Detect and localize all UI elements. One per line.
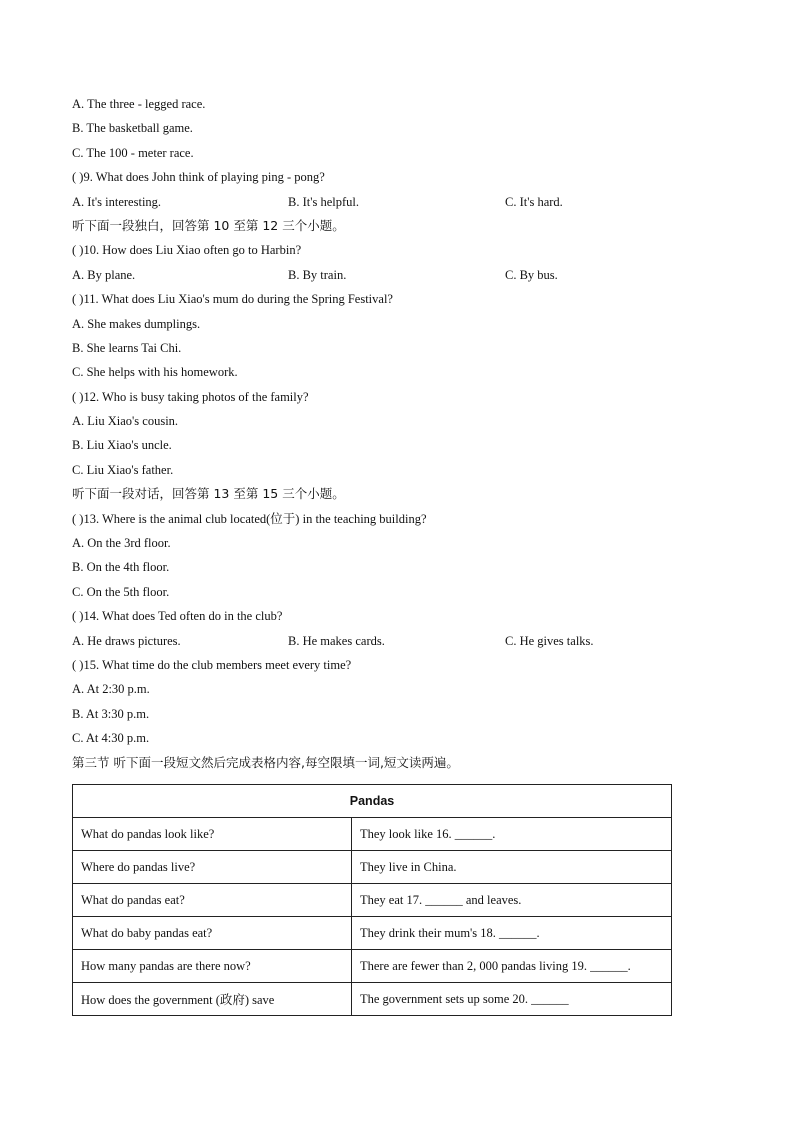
option-line: A. On the 3rd floor. bbox=[72, 536, 171, 551]
table-answer-cell: They look like 16. ______. bbox=[352, 818, 672, 851]
table-answer-cell: They eat 17. ______ and leaves. bbox=[352, 884, 672, 917]
options-row-14 bbox=[72, 629, 722, 653]
option-line: B. Liu Xiao's uncle. bbox=[72, 438, 172, 453]
question-list bbox=[72, 92, 722, 775]
section-instruction: 听下面一段独白，回答第 10 至第 12 三个小题。 bbox=[72, 217, 345, 233]
option-line: A. At 2:30 p.m. bbox=[72, 682, 150, 697]
table-question-cell: How does the government (政府) save bbox=[73, 983, 352, 1016]
question-14: ( )14. What does Ted often do in the club? bbox=[72, 609, 283, 624]
table-answer-cell: They live in China. bbox=[352, 851, 672, 884]
option-line: C. At 4:30 p.m. bbox=[72, 731, 150, 746]
table-header-row bbox=[73, 785, 672, 818]
table-row bbox=[73, 917, 672, 950]
question-15: ( )15. What time do the club members meet every time? bbox=[72, 657, 352, 672]
question-12: ( )12. Who is busy taking photos of the family? bbox=[72, 389, 309, 404]
question-9: ( )9. What does John think of playing ping - pong? bbox=[72, 170, 325, 185]
table-question-cell: How many pandas are there now? bbox=[73, 950, 352, 983]
option-b: B. By train. bbox=[288, 267, 347, 282]
option-line: A. She makes dumplings. bbox=[72, 316, 201, 331]
table-question-cell: Where do pandas live? bbox=[73, 851, 352, 884]
option-line: C. She helps with his homework. bbox=[72, 365, 238, 380]
section-instruction: 听下面一段对话，回答第 13 至第 15 三个小题。 bbox=[72, 486, 345, 502]
question-10: ( )10. How does Liu Xiao often go to Harbin? bbox=[72, 243, 302, 258]
table-row bbox=[73, 983, 672, 1016]
option-line: B. At 3:30 p.m. bbox=[72, 706, 150, 721]
table-row bbox=[73, 950, 672, 983]
option-c: C. He gives talks. bbox=[505, 633, 594, 648]
table-question-cell: What do pandas look like? bbox=[73, 818, 352, 851]
table-row bbox=[73, 884, 672, 917]
option-a: A. He draws pictures. bbox=[72, 633, 181, 648]
table-answer-cell: There are fewer than 2, 000 pandas living 19. ______. bbox=[352, 950, 672, 983]
section-instruction: 第三节 听下面一段短文然后完成表格内容,每空限填一词,短文读两遍。 bbox=[72, 754, 459, 770]
option-a: A. By plane. bbox=[72, 267, 136, 282]
option-c: C. By bus. bbox=[505, 267, 558, 282]
pandas-table bbox=[72, 784, 672, 1016]
option-line: C. Liu Xiao's father. bbox=[72, 462, 174, 477]
table-question-cell: What do baby pandas eat? bbox=[73, 917, 352, 950]
option-line: C. The 100 - meter race. bbox=[72, 145, 194, 160]
option-b: B. He makes cards. bbox=[288, 633, 385, 648]
table-row bbox=[73, 851, 672, 884]
question-13: ( )13. Where is the animal club located(位于) in the teaching building? bbox=[72, 511, 427, 526]
option-c: C. It's hard. bbox=[505, 194, 563, 209]
question-11: ( )11. What does Liu Xiao's mum do during the Spring Festival? bbox=[72, 292, 393, 307]
option-line: B. She learns Tai Chi. bbox=[72, 340, 182, 355]
table-answer-cell: They drink their mum's 18. ______. bbox=[352, 917, 672, 950]
option-line: A. The three - legged race. bbox=[72, 97, 206, 111]
table-row bbox=[73, 818, 672, 851]
table-question-cell: What do pandas eat? bbox=[73, 884, 352, 917]
table-answer-cell: The government sets up some 20. ______ bbox=[352, 983, 672, 1016]
option-line: C. On the 5th floor. bbox=[72, 584, 170, 599]
option-line: B. On the 4th floor. bbox=[72, 560, 170, 575]
options-row-10 bbox=[72, 263, 722, 287]
option-line: B. The basketball game. bbox=[72, 121, 193, 136]
options-row-9 bbox=[72, 190, 722, 214]
option-a: A. It's interesting. bbox=[72, 194, 162, 209]
table-title: Pandas bbox=[73, 785, 672, 818]
option-b: B. It's helpful. bbox=[288, 194, 359, 209]
option-line: A. Liu Xiao's cousin. bbox=[72, 414, 179, 429]
